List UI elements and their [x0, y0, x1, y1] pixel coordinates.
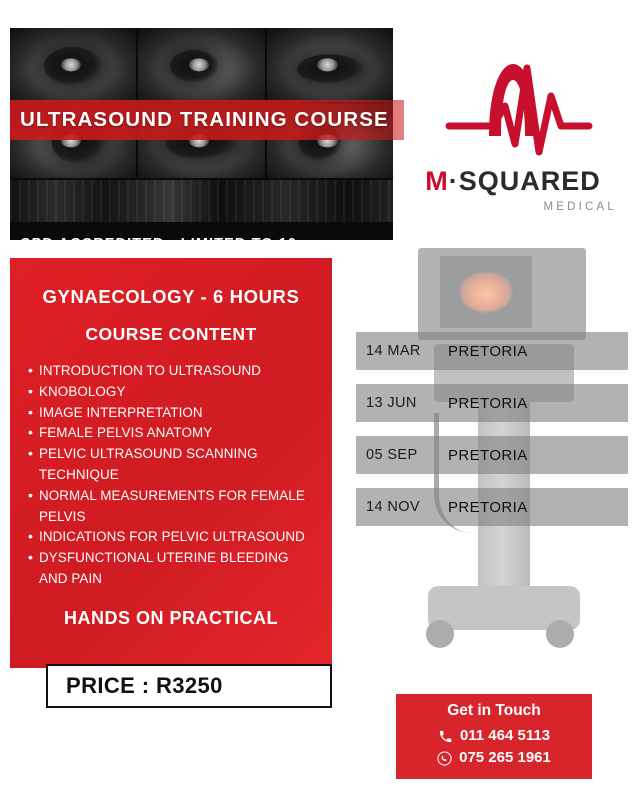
ultrasound-scan-1-image: [10, 28, 136, 102]
machine-monitor: [418, 248, 586, 340]
table-row: [356, 332, 628, 370]
heartbeat-m-icon: [393, 40, 633, 160]
list-item: • KNOBOLOGY: [28, 382, 316, 403]
banner-title: ULTRASOUND TRAINING COURSE: [10, 100, 404, 140]
list-item: • INTRODUCTION TO ULTRASOUND: [28, 361, 316, 382]
table-row: [356, 436, 628, 474]
contact-whatsapp-number: 075 265 1961: [459, 749, 551, 766]
machine-wheel-left: [426, 620, 454, 648]
course-topic-list: [26, 361, 316, 590]
brand-name-prefix: M: [425, 166, 449, 196]
brand-name-separator: ·: [448, 166, 459, 196]
date-city: PRETORIA: [448, 446, 528, 464]
table-row: [356, 488, 628, 526]
date-city: PRETORIA: [448, 342, 528, 360]
list-item: • DYSFUNCTIONAL UTERINE BLEEDING AND PAIN: [28, 548, 316, 590]
list-item: • FEMALE PELVIS ANATOMY: [28, 423, 316, 444]
brand-name: [393, 166, 633, 197]
list-item: • IMAGE INTERPRETATION: [28, 403, 316, 424]
list-item: • PELVIC ULTRASOUND SCANNING TECHNIQUE: [28, 444, 316, 486]
ultrasound-scan-2-image: [138, 28, 264, 102]
course-dates-list: [356, 332, 628, 540]
ultrasound-scan-3-image: [267, 28, 393, 102]
contact-whatsapp-row[interactable]: [402, 747, 586, 769]
price-label: PRICE : R3250: [66, 673, 223, 698]
date-day: 14 MAR: [366, 343, 421, 359]
brand-name-suffix: SQUARED: [458, 166, 601, 196]
machine-wheel-right: [546, 620, 574, 648]
brand-logo: [393, 40, 633, 250]
ultrasound-banner: [10, 28, 393, 252]
machine-screen: [440, 256, 532, 328]
table-row: [356, 384, 628, 422]
price-bar: [46, 664, 332, 708]
course-content-panel: [10, 258, 332, 668]
date-day: 14 NOV: [366, 499, 420, 515]
contact-panel: [396, 694, 592, 779]
course-content-heading: COURSE CONTENT: [85, 324, 257, 344]
contact-phone-row[interactable]: [402, 725, 586, 747]
course-heading: GYNAECOLOGY - 6 HOURS: [42, 286, 300, 307]
ultrasound-waveform-strip: [10, 180, 393, 222]
whatsapp-icon: [437, 751, 452, 766]
date-day: 05 SEP: [366, 447, 418, 463]
brand-tagline: MEDICAL: [543, 201, 617, 213]
contact-title: Get in Touch: [447, 702, 541, 719]
list-item: • NORMAL MEASUREMENTS FOR FEMALE PELVIS: [28, 486, 316, 528]
date-city: PRETORIA: [448, 394, 528, 412]
banner-subtitle: CPD ACCREDITED - LIMITED TO 10: [20, 236, 298, 252]
contact-phone-number: 011 464 5113: [459, 727, 551, 744]
date-day: 13 JUN: [366, 395, 417, 411]
date-city: PRETORIA: [448, 498, 528, 516]
list-item: • INDICATIONS FOR PELVIC ULTRASOUND: [28, 527, 316, 548]
hands-on-practical-text: HANDS ON PRACTICAL: [64, 607, 278, 628]
phone-icon: [438, 729, 453, 744]
